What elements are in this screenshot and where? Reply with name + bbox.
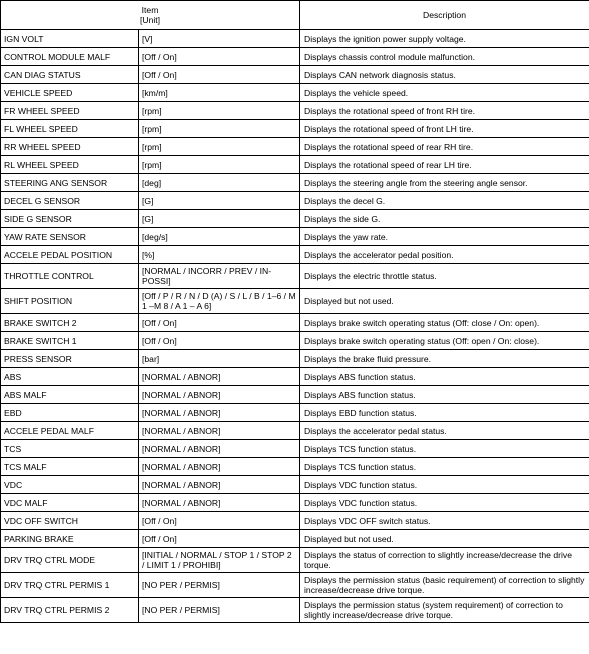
description-cell: Displays the rotational speed of front RH tire. (300, 102, 589, 120)
item-cell: SHIFT POSITION (1, 289, 139, 314)
table-row (1, 156, 589, 174)
description-cell: Displays the yaw rate. (300, 228, 589, 246)
item-column-header (1, 1, 300, 30)
item-cell: FL WHEEL SPEED (1, 120, 139, 138)
unit-cell: [NORMAL / ABNOR] (139, 476, 300, 494)
description-cell: Displays the side G. (300, 210, 589, 228)
item-cell: STEERING ANG SENSOR (1, 174, 139, 192)
unit-cell: [NO PER / PERMIS] (139, 598, 300, 623)
unit-cell: [rpm] (139, 138, 300, 156)
unit-cell: [Off / On] (139, 48, 300, 66)
description-cell: Displays ABS function status. (300, 368, 589, 386)
unit-cell: [NORMAL / ABNOR] (139, 422, 300, 440)
item-cell: DRV TRQ CTRL PERMIS 2 (1, 598, 139, 623)
table-row (1, 440, 589, 458)
unit-cell: [Off / On] (139, 314, 300, 332)
table-row (1, 530, 589, 548)
unit-cell: [G] (139, 192, 300, 210)
unit-cell: [rpm] (139, 102, 300, 120)
unit-cell: [Off / On] (139, 512, 300, 530)
description-cell: Displays CAN network diagnosis status. (300, 66, 589, 84)
description-cell: Displays EBD function status. (300, 404, 589, 422)
unit-cell: [Off / On] (139, 66, 300, 84)
item-cell: BRAKE SWITCH 1 (1, 332, 139, 350)
unit-cell: [NORMAL / ABNOR] (139, 368, 300, 386)
table-row (1, 332, 589, 350)
item-cell: EBD (1, 404, 139, 422)
description-cell: Displays the ignition power supply voltage. (300, 30, 589, 48)
item-cell: RR WHEEL SPEED (1, 138, 139, 156)
item-cell: VDC OFF SWITCH (1, 512, 139, 530)
unit-cell: [deg] (139, 174, 300, 192)
item-cell: YAW RATE SENSOR (1, 228, 139, 246)
table-row (1, 598, 589, 623)
item-cell: ABS MALF (1, 386, 139, 404)
description-cell: Displays the accelerator pedal status. (300, 422, 589, 440)
item-cell: PARKING BRAKE (1, 530, 139, 548)
item-cell: DRV TRQ CTRL PERMIS 1 (1, 573, 139, 598)
table-row (1, 314, 589, 332)
table-row (1, 368, 589, 386)
description-cell: Displays the electric throttle status. (300, 264, 589, 289)
description-cell: Displays the steering angle from the steering angle sensor. (300, 174, 589, 192)
table-row (1, 246, 589, 264)
description-cell: Displays ABS function status. (300, 386, 589, 404)
item-cell: ACCELE PEDAL POSITION (1, 246, 139, 264)
table-row (1, 458, 589, 476)
description-cell: Displays the permission status (system requirement) of correction to slightly increase/decrease drive torque. (300, 598, 589, 623)
item-cell: THROTTLE CONTROL (1, 264, 139, 289)
description-cell: Displays the brake fluid pressure. (300, 350, 589, 368)
table-row (1, 30, 589, 48)
item-cell: PRESS SENSOR (1, 350, 139, 368)
table-row (1, 548, 589, 573)
item-cell: DRV TRQ CTRL MODE (1, 548, 139, 573)
description-cell: Displays the status of correction to slightly increase/decrease the drive torque. (300, 548, 589, 573)
description-cell: Displays the accelerator pedal position. (300, 246, 589, 264)
unit-cell: [NORMAL / ABNOR] (139, 404, 300, 422)
item-cell: SIDE G SENSOR (1, 210, 139, 228)
description-cell: Displays TCS function status. (300, 440, 589, 458)
table-row (1, 174, 589, 192)
table-row (1, 512, 589, 530)
item-cell: TCS (1, 440, 139, 458)
unit-cell: [rpm] (139, 156, 300, 174)
unit-cell: [NORMAL / ABNOR] (139, 458, 300, 476)
unit-cell: [%] (139, 246, 300, 264)
unit-cell: [NO PER / PERMIS] (139, 573, 300, 598)
description-cell: Displays the permission status (basic requirement) of correction to slightly increase/decrease drive torque. (300, 573, 589, 598)
unit-cell: [bar] (139, 350, 300, 368)
table-row (1, 120, 589, 138)
description-cell: Displays the rotational speed of rear LH tire. (300, 156, 589, 174)
description-cell: Displays VDC function status. (300, 476, 589, 494)
table-row (1, 494, 589, 512)
unit-cell: [Off / P / R / N / D (A) / S / L / B / 1–6 / M 1 –M 8 / A 1 – A 6] (139, 289, 300, 314)
table-row (1, 84, 589, 102)
table-row (1, 422, 589, 440)
unit-cell: [INITIAL / NORMAL / STOP 1 / STOP 2 / LIMIT 1 / PROHIBI] (139, 548, 300, 573)
table-row (1, 476, 589, 494)
table-row (1, 264, 589, 289)
unit-cell: [Off / On] (139, 332, 300, 350)
unit-cell: [rpm] (139, 120, 300, 138)
description-cell: Displays the rotational speed of rear RH tire. (300, 138, 589, 156)
table-row (1, 350, 589, 368)
item-cell: RL WHEEL SPEED (1, 156, 139, 174)
description-cell: Displays VDC function status. (300, 494, 589, 512)
item-cell: ACCELE PEDAL MALF (1, 422, 139, 440)
item-cell: CAN DIAG STATUS (1, 66, 139, 84)
item-cell: VEHICLE SPEED (1, 84, 139, 102)
unit-cell: [deg/s] (139, 228, 300, 246)
description-cell: Displays chassis control module malfunction. (300, 48, 589, 66)
unit-cell: [V] (139, 30, 300, 48)
table-row (1, 386, 589, 404)
unit-cell: [NORMAL / ABNOR] (139, 440, 300, 458)
table-row (1, 289, 589, 314)
table-row (1, 192, 589, 210)
item-cell: DECEL G SENSOR (1, 192, 139, 210)
table-row (1, 138, 589, 156)
unit-cell: [NORMAL / INCORR / PREV / IN-POSSI] (139, 264, 300, 289)
unit-cell: [G] (139, 210, 300, 228)
table-row (1, 48, 589, 66)
table-row (1, 66, 589, 84)
description-cell: Displays brake switch operating status (Off: open / On: close). (300, 332, 589, 350)
unit-cell: [Off / On] (139, 530, 300, 548)
table-row (1, 102, 589, 120)
description-cell: Displayed but not used. (300, 289, 589, 314)
table-row (1, 210, 589, 228)
unit-cell: [NORMAL / ABNOR] (139, 386, 300, 404)
table-row (1, 573, 589, 598)
description-cell: Displays the decel G. (300, 192, 589, 210)
description-cell: Displays the rotational speed of front LH tire. (300, 120, 589, 138)
description-cell: Displayed but not used. (300, 530, 589, 548)
item-cell: FR WHEEL SPEED (1, 102, 139, 120)
item-cell: ABS (1, 368, 139, 386)
description-cell: Displays the vehicle speed. (300, 84, 589, 102)
table-header-row (1, 1, 589, 30)
item-cell: TCS MALF (1, 458, 139, 476)
description-cell: Displays VDC OFF switch status. (300, 512, 589, 530)
unit-cell: [km/m] (139, 84, 300, 102)
table-row (1, 404, 589, 422)
item-cell: CONTROL MODULE MALF (1, 48, 139, 66)
item-cell: BRAKE SWITCH 2 (1, 314, 139, 332)
unit-header-label: [Unit] (139, 15, 161, 25)
unit-cell: [NORMAL / ABNOR] (139, 494, 300, 512)
description-column-header: Description (300, 1, 589, 30)
item-cell: VDC MALF (1, 494, 139, 512)
item-cell: IGN VOLT (1, 30, 139, 48)
table-body (1, 30, 589, 623)
table-row (1, 228, 589, 246)
item-cell: VDC (1, 476, 139, 494)
item-header-label: Item (141, 5, 159, 15)
description-cell: Displays brake switch operating status (Off: close / On: open). (300, 314, 589, 332)
description-cell: Displays TCS function status. (300, 458, 589, 476)
